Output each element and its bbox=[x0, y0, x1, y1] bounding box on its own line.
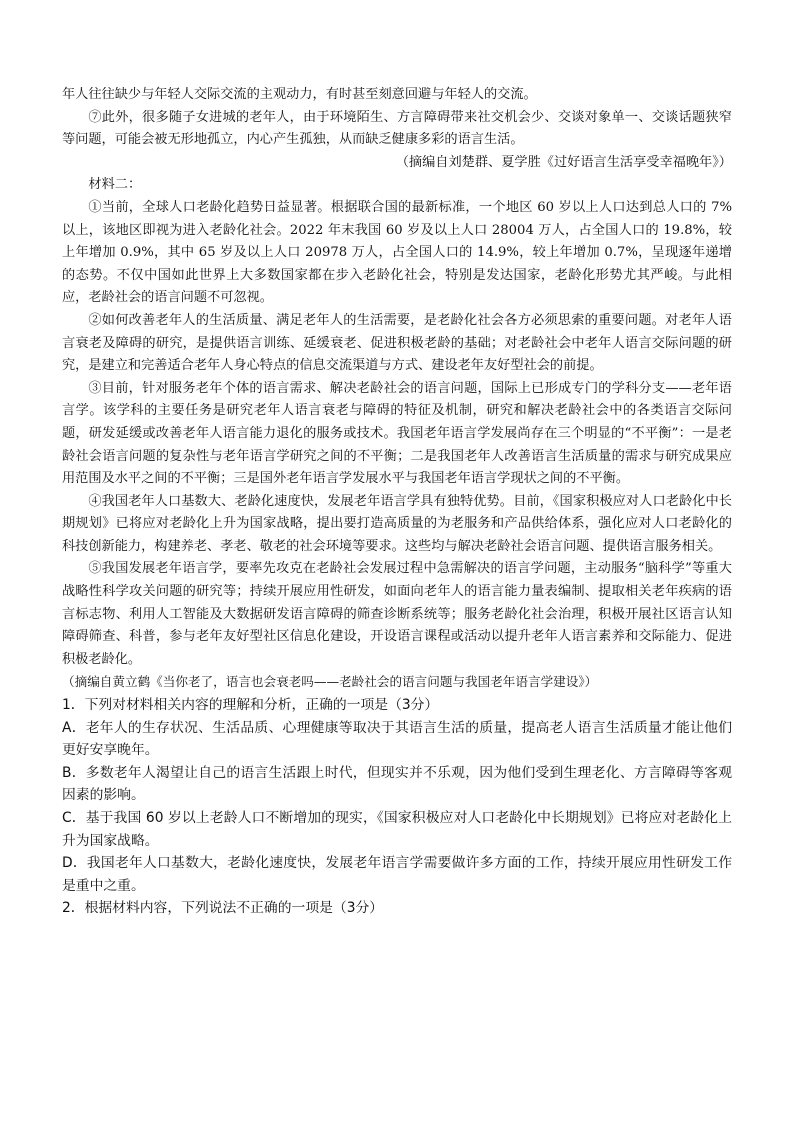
question-1-option-b: B．多数老年人渴望让自己的语言生活跟上时代，但现实并不乐观，因为他们受到生理老化、方言障碍等客观因素的影响。 bbox=[62, 764, 732, 804]
question-1-option-c: C．基于我国 60 岁以上老龄人口不断增加的现实，《国家积极应对人口老龄化中长期规划》已将应对老龄化上升为国家战略。 bbox=[62, 810, 732, 849]
material2-paragraph-1: ①当前，全球人口老龄化趋势日益显著。根据联合国的最新标准，一个地区 60 岁以上人口达到总人口的 7%以上，该地区即视为进入老龄化社会。2022 年末我国 60 岁及以上人口 28004 万人，占全国人口的 19.8%，较上年增加 0.9%，其中 65 岁及以上人口 20978 万人，占全国人口的 14.9%，较上年增加 0.7%，呈现逐年递增的态势。不仅中国如此世界上大多数国家都在步入老龄化社会，特别是发达国家，老龄化形势尤其严峻。与此相应，老龄社会的语言问题不可忽视。 bbox=[62, 199, 732, 306]
material2-paragraph-5: ⑤我国发展老年语言学，要率先攻克在老龄社会发展过程中急需解决的语言学问题，主动服务“脑科学”等重大战略性科学攻关问题的研究等；持续开展应用性研发，如面向老年人的语言能力量表编制、提取相关老年疾病的语言标志物、利用人工智能及大数据研发语言障碍的筛查诊断系统等；服务老龄化社会治理，积极开展社区语言认知障碍筛查、科普，参与老年友好型社区信息化建设，开设语言课程或活动以提升老年人语言素养和交际能力、促进积极老龄化。 bbox=[62, 561, 732, 667]
material2-paragraph-2: ②如何改善老年人的生活质量、满足老年人的生活需要，是老龄化社会各方必须思索的重要问题。对老年人语言衰老及障碍的研究，是提供语言训练、延缓衰老、促进积极老龄的基础；对老龄社会中老年人语言交际问题的研究，是建立和完善适合老年人身心特点的信息交流渠道与方式、建设老年友好型社会的前提。 bbox=[62, 312, 732, 374]
material2-paragraph-3: ③目前，针对服务老年个体的语言需求、解决老龄社会的语言问题，国际上已形成专门的学科分支——老年语言学。该学科的主要任务是研究老年人语言衰老与障碍的特征及机制，研究和解决老龄社会中的各类语言交际问题，研发延缓或改善老年人语言能力退化的服务或技术。我国老年语言学发展尚存在三个明显的“不平衡”：一是老龄社会语言问题的复杂性与老年语言学研究之间的不平衡；二是我国老年人改善语言生活质量的需求与研究成果应用范围及水平之间的不平衡；三是国外老年语言学发展水平与我国老年语言学现状之间的不平衡。 bbox=[62, 380, 732, 487]
question-1-stem: 1．下列对材料相关内容的理解和分析，正确的一项是（3分） bbox=[62, 697, 439, 714]
material2-label: 材料二： bbox=[88, 177, 142, 193]
question-1-option-d: D．我国老年人口基数大，老龄化速度快，发展老年语言学需要做许多方面的工作，持续开展应用性研发工作是重中之重。 bbox=[62, 855, 732, 894]
material2-source: （摘编自黄立鹤《当你老了，语言也会衰老吗——老龄社会的语言问题与我国老年语言学建设》） bbox=[62, 674, 598, 690]
material2-paragraph-4: ④我国老年人口基数大、老龄化速度快，发展老年语言学具有独特优势。目前，《国家积极应对人口老龄化中长期规划》已将应对老龄化上升为国家战略，提出要打造高质量的为老服务和产品供给体系，强化应对人口老龄化的科技创新能力，构建养老、孝老、敬老的社会环境等要求。这些均与解决老龄社会语言问题、提供语言服务相关。 bbox=[62, 493, 732, 554]
question-2-stem: 2．根据材料内容，下列说法不正确的一项是（3分） bbox=[62, 900, 384, 917]
question-1-option-a: A．老年人的生存状况、生活品质、心理健康等取决于其语言生活的质量，提高老人语言生活质量才能让他们更好安享晚年。 bbox=[62, 719, 732, 759]
material1-continued-text: 年人往往缺少与年轻人交际交流的主观动力，有时甚至刻意回避与年轻人的交流。 bbox=[62, 87, 537, 102]
material1-source: （摘编自刘楚群、夏学胜《过好语言生活享受幸福晚年》） bbox=[395, 154, 732, 170]
material1-paragraph-7: ⑦此外，很多随子女进城的老年人，由于环境陌生、方言障碍带来社交机会少、交谈对象单一、交谈话题狭窄等问题，可能会被无形地孤立，内心产生孤独，从而缺乏健康多彩的语言生活。 bbox=[62, 109, 732, 148]
